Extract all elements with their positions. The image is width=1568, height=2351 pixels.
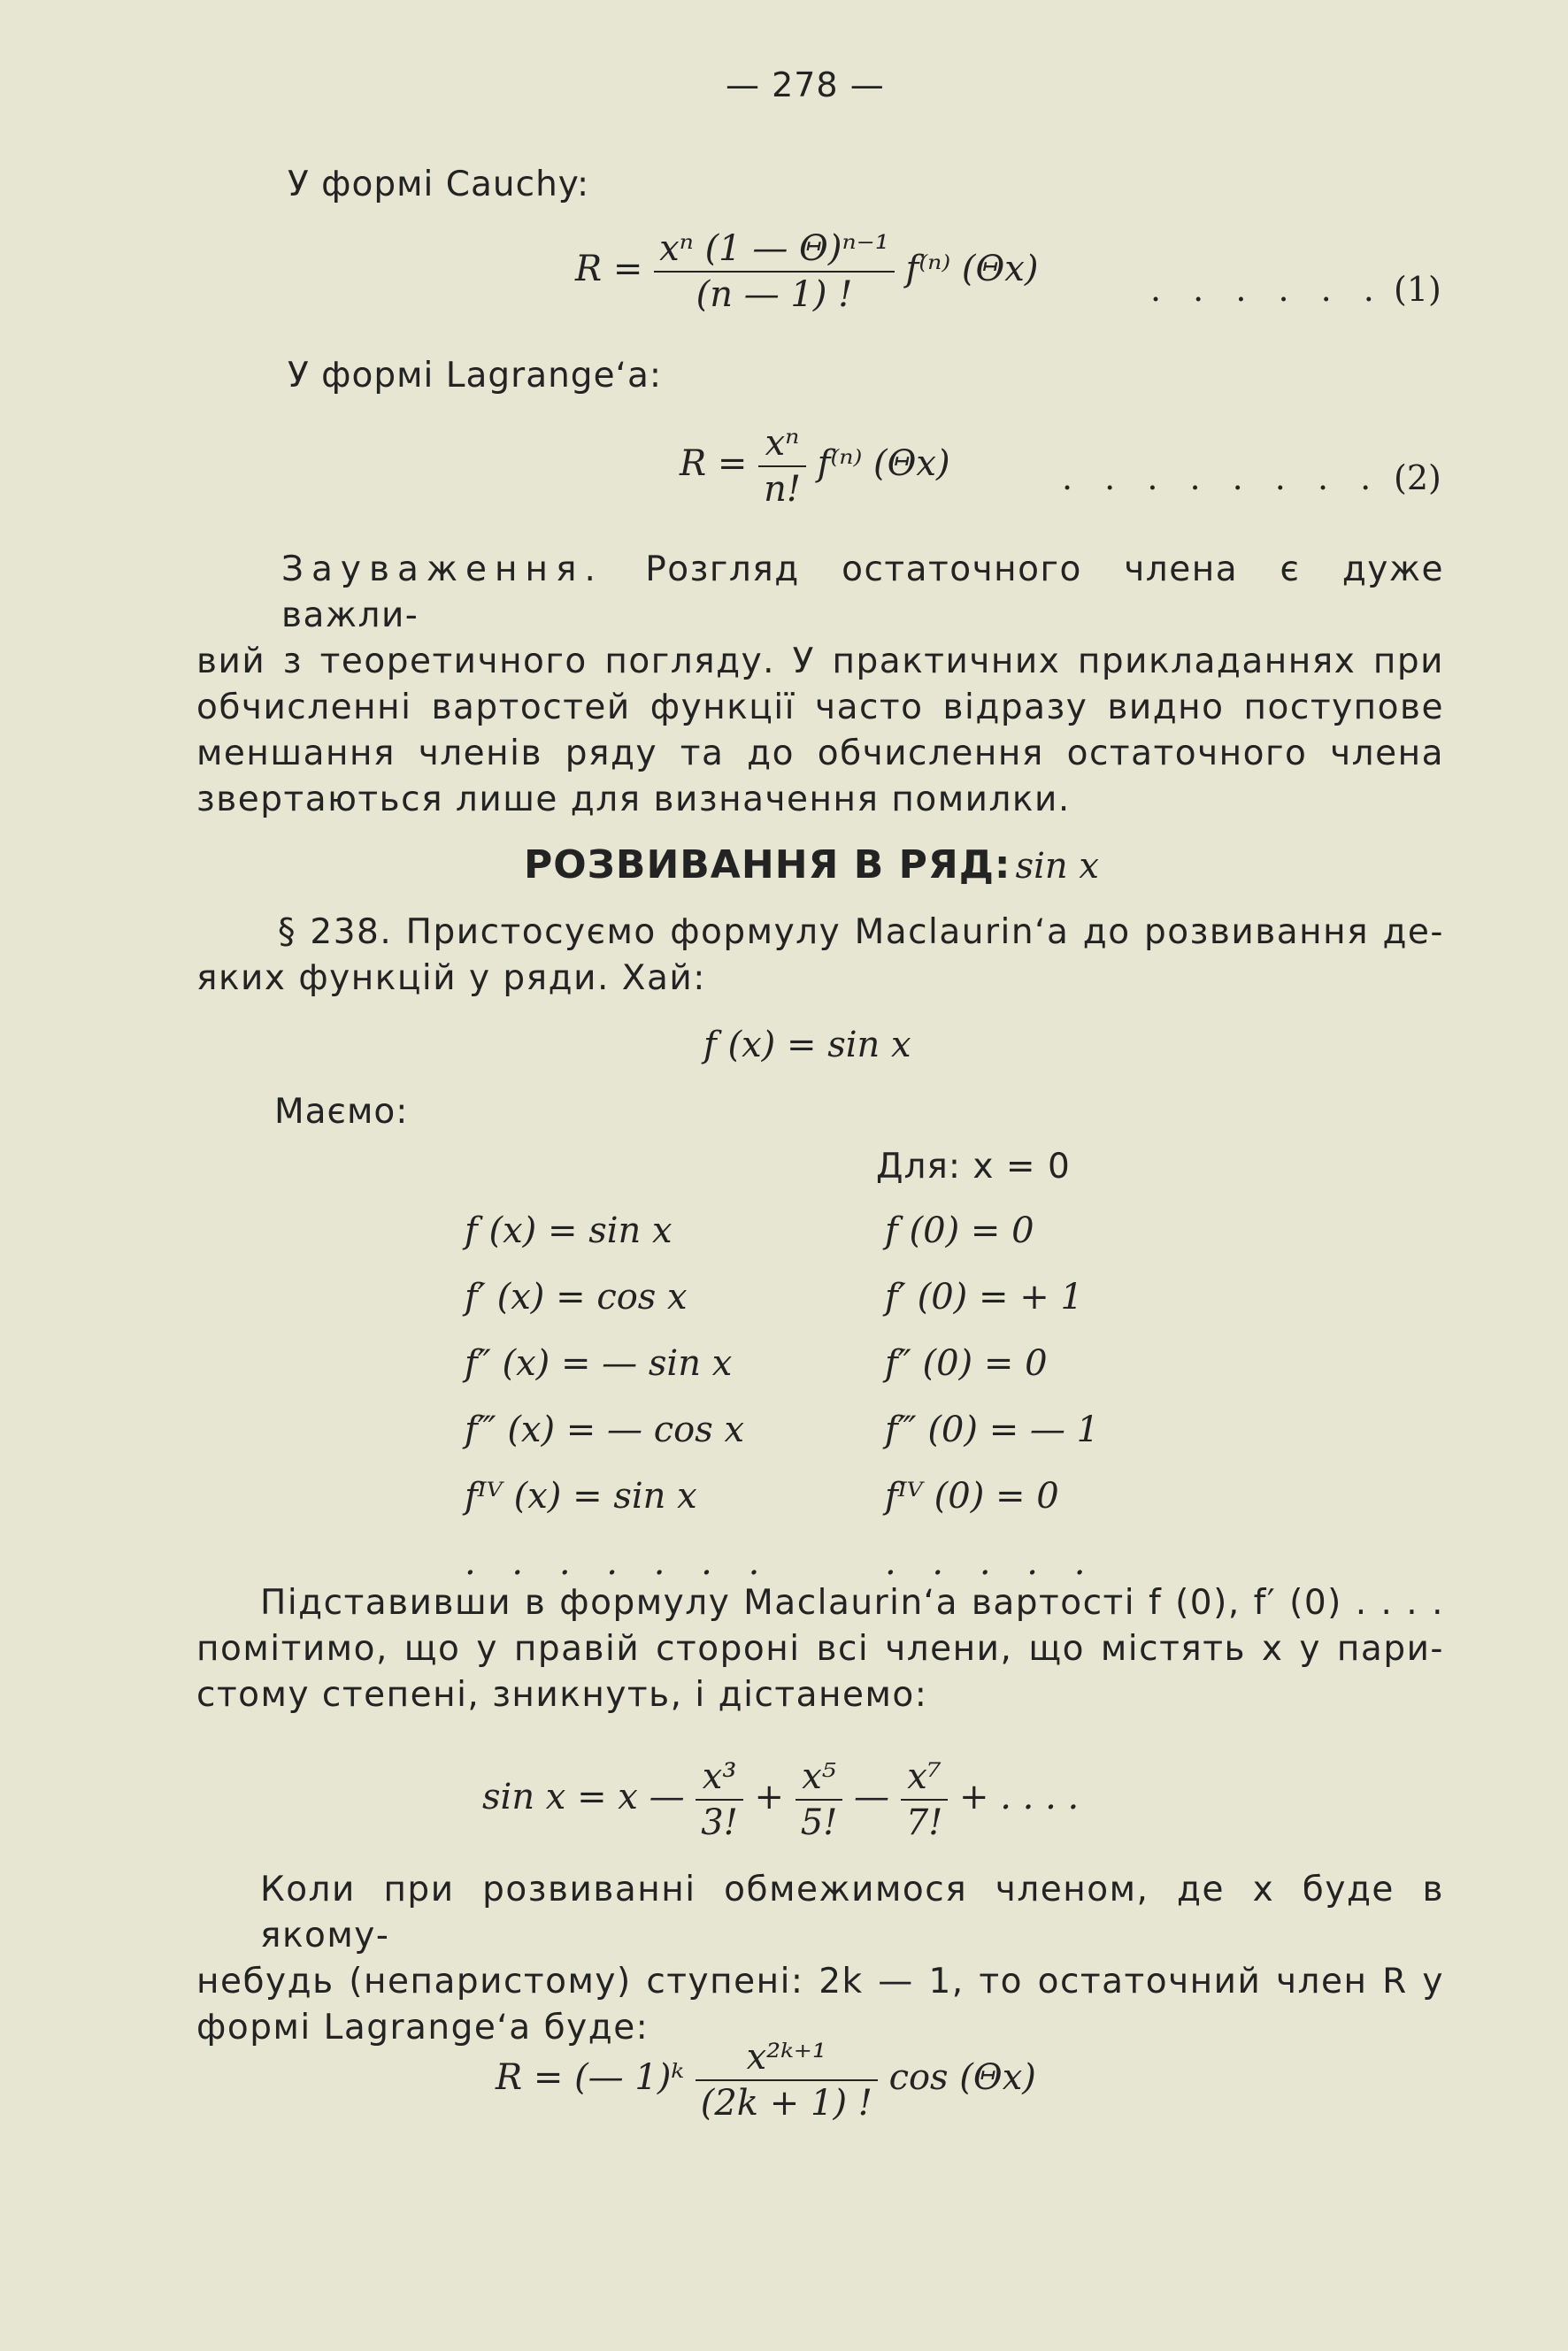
remark-line: меншання членів ряду та до обчислення остаточного члена: [196, 734, 1444, 773]
formula-cauchy-number: (1): [1394, 270, 1441, 309]
final-line: небудь (непаристому) ступені: 2k — 1, то остаточний член R у: [196, 1962, 1444, 2001]
series-term-1-numerator: x³: [702, 1756, 737, 1797]
maiemo-label: Маємо:: [274, 1092, 409, 1132]
remark-line: вий з теоретичного погляду. У практичних прикладаннях при: [196, 642, 1444, 681]
series-term-3-numerator: x⁷: [907, 1756, 942, 1797]
formula-lagrange: [680, 423, 950, 510]
section-paragraph: [196, 910, 1444, 1002]
series-term-3-denominator: 7!: [901, 1799, 949, 1843]
section-line: яких функцій у ряди. Хай:: [196, 958, 706, 998]
series-op-2: —: [854, 1777, 890, 1817]
final-paragraph: [196, 1867, 1444, 2051]
formula-cauchy-rhs: f⁽ⁿ⁾ (Θx): [905, 249, 1039, 289]
derivative-row: f′ (x) = cos x: [465, 1277, 688, 1318]
series-lhs: sin x = x —: [482, 1777, 685, 1817]
formula-lagrange-fraction: [758, 423, 806, 510]
derivative-value-dots: . . . . .: [885, 1542, 1098, 1583]
formula-final: [496, 2037, 1036, 2124]
formula-lagrange-lhs: R =: [680, 443, 748, 484]
formula-lagrange-numerator: xⁿ: [765, 423, 800, 464]
formula-final-rhs: cos (Θx): [888, 2057, 1036, 2098]
series-term-3: [901, 1756, 949, 1843]
substitution-paragraph: [196, 1580, 1444, 1718]
formula-cauchy-numerator: xⁿ (1 — Θ)ⁿ⁻¹: [659, 228, 889, 269]
final-line: формі Lagrange‘a буде:: [196, 2008, 649, 2048]
formula-cauchy-denominator: (n — 1) !: [654, 271, 895, 315]
derivative-value-row: fᴵⱽ (0) = 0: [885, 1476, 1059, 1517]
remark-title: Зауваження.: [281, 549, 603, 589]
remark-line: обчисленні вартостей функції часто відразу видно поступове: [196, 688, 1444, 727]
series-term-2: [796, 1756, 843, 1843]
substitution-line: стому степені, зникнуть, і дістанемо:: [196, 1675, 928, 1715]
substitution-line: Підставивши в формулу Maclaurin‘a вартості f (0), f′ (0) . . . .: [260, 1583, 1444, 1623]
remark-line-text: Розгляд остаточного члена є дуже важли-: [281, 549, 1444, 635]
formula-cauchy-lhs: R =: [575, 249, 643, 289]
derivatives-right-column: [885, 1210, 1099, 1609]
formula-cauchy-dots: . . . . . .: [1150, 270, 1385, 309]
formula-lagrange-rhs: f⁽ⁿ⁾ (Θx): [817, 443, 950, 484]
section-line: § 238. Пристосуємо формулу Maclaurin‘a до розвивання де-: [278, 912, 1444, 952]
series-tail: + . . . .: [959, 1777, 1080, 1817]
formula-lagrange-number: (2): [1394, 458, 1441, 497]
dlia-label: Для: x = 0: [876, 1147, 1071, 1187]
derivative-value-row: f″ (0) = 0: [885, 1343, 1048, 1384]
derivative-row: f‴ (x) = — cos x: [465, 1410, 745, 1450]
remark-line: звертаються лише для визначення помилки.: [196, 780, 1071, 819]
lagrange-label: У формі Lagrange‘a:: [288, 356, 662, 396]
derivative-row: f″ (x) = — sin x: [465, 1343, 733, 1384]
heading-math: sin x: [1015, 846, 1099, 887]
final-line: Коли при розвиванні обмежимося членом, де x буде в якому-: [260, 1870, 1444, 1955]
remark-paragraph: [196, 547, 1444, 823]
formula-lagrange-dots: . . . . . . . .: [1062, 458, 1382, 497]
series-term-2-denominator: 5!: [796, 1799, 843, 1843]
function-definition: f (x) = sin x: [703, 1025, 911, 1065]
derivative-row: fᴵⱽ (x) = sin x: [465, 1476, 697, 1517]
series-term-1: [696, 1756, 743, 1843]
section-heading: [524, 842, 1099, 887]
derivative-value-row: f (0) = 0: [885, 1210, 1034, 1251]
remark-line: [196, 547, 1444, 639]
derivative-value-row: f‴ (0) = — 1: [885, 1410, 1100, 1450]
series-op-1: +: [754, 1777, 785, 1817]
derivative-dots: . . . . . . .: [465, 1542, 772, 1583]
formula-lagrange-denominator: n!: [758, 465, 806, 510]
derivative-value-row: f′ (0) = + 1: [885, 1277, 1083, 1318]
formula-final-lhs: R = (— 1)ᵏ: [496, 2057, 685, 2098]
cauchy-label: У формі Cauchy:: [288, 165, 590, 204]
derivatives-left-column: [465, 1210, 772, 1609]
heading-text: РОЗВИВАННЯ В РЯД:: [524, 842, 1011, 887]
sin-series: [482, 1756, 1079, 1843]
derivative-row: f (x) = sin x: [465, 1210, 673, 1251]
formula-cauchy-fraction: [654, 228, 895, 315]
formula-final-denominator: (2k + 1) !: [696, 2079, 878, 2124]
formula-final-numerator: x²ᵏ⁺¹: [746, 2037, 826, 2078]
formula-final-fraction: [696, 2037, 878, 2124]
substitution-line: помітимо, що у правій стороні всі члени, що містять x у пари-: [196, 1629, 1444, 1669]
series-term-1-denominator: 3!: [696, 1799, 743, 1843]
page-number: — 278 —: [726, 65, 885, 104]
series-term-2-numerator: x⁵: [802, 1756, 836, 1797]
formula-cauchy: [575, 228, 1038, 315]
